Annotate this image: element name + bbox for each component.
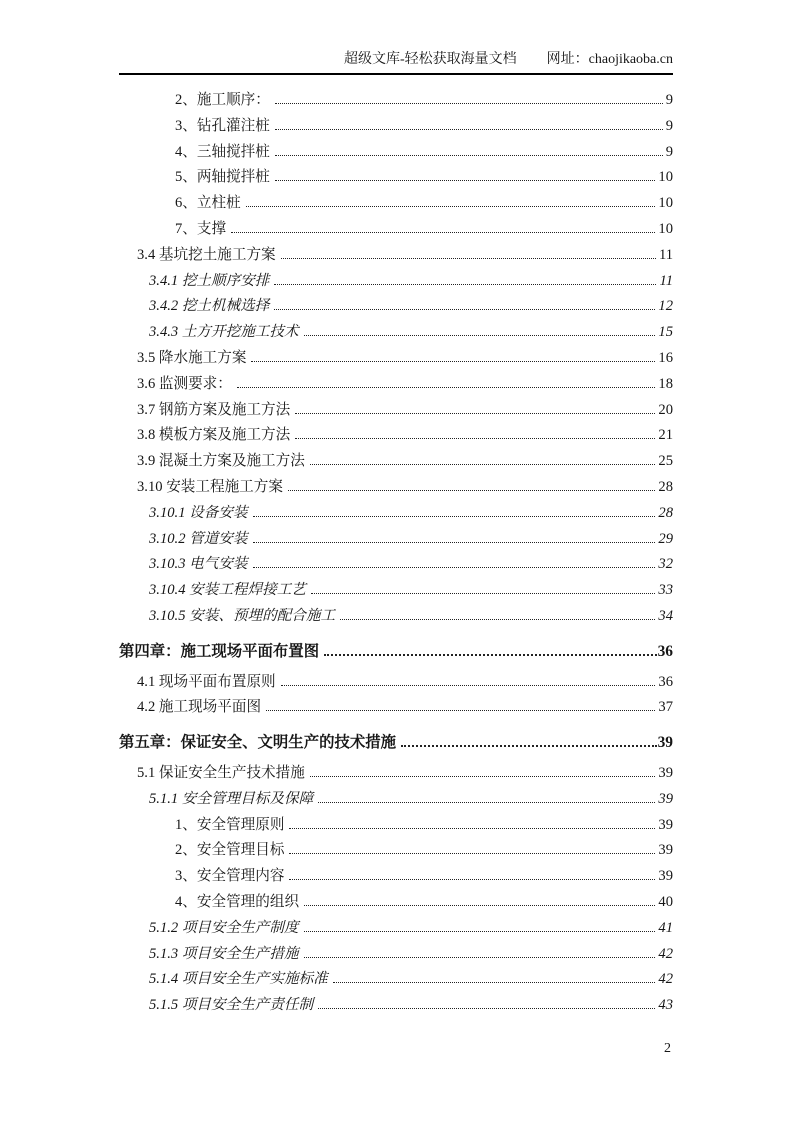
dotted-leader <box>289 879 655 880</box>
toc-entry-label: 3、钻孔灌注桩 <box>175 117 270 134</box>
toc-entry-page: 12 <box>658 298 673 315</box>
page-number: 2 <box>664 1040 671 1056</box>
toc-entry-label: 3.4.3 土方开挖施工技术 <box>149 324 299 341</box>
dotted-leader <box>253 516 656 517</box>
toc-entry-page: 11 <box>658 246 673 263</box>
toc-entry-page: 28 <box>658 478 673 495</box>
header-url: 网址：chaojikaoba.cn <box>546 52 673 67</box>
toc-entry-page: 25 <box>658 453 673 470</box>
toc-entry-label: 5.1 保证安全生产技术措施 <box>137 764 305 781</box>
toc-row <box>119 191 673 217</box>
dotted-leader <box>324 654 657 656</box>
toc-entry-page: 10 <box>658 195 673 212</box>
toc-entry-page: 36 <box>658 673 673 690</box>
toc-entry-label: 4、安全管理的组织 <box>175 893 300 910</box>
dotted-leader <box>295 413 655 414</box>
toc-row <box>119 838 673 864</box>
toc-entry-label: 4.2 施工现场平面图 <box>137 699 262 716</box>
toc-row <box>119 165 673 191</box>
toc-entry-label: 2、施工顺序： <box>175 92 270 108</box>
toc-row <box>119 475 673 501</box>
toc-entry-page: 28 <box>658 504 673 521</box>
toc-row <box>119 942 673 968</box>
dotted-leader <box>275 129 663 130</box>
toc-entry-label: 5.1.5 项目安全生产责任制 <box>149 997 314 1014</box>
toc-entry-page: 37 <box>658 699 673 716</box>
toc-entry-label: 1、安全管理原则 <box>175 816 285 833</box>
toc-row <box>119 527 673 553</box>
dotted-leader <box>310 464 656 465</box>
dotted-leader <box>251 361 655 362</box>
toc-list <box>119 88 673 1019</box>
toc-row <box>119 114 673 140</box>
toc-entry-page: 9 <box>665 143 673 160</box>
toc-entry-page: 39 <box>658 764 673 781</box>
toc-row <box>119 730 673 756</box>
toc-entry-label: 3.10.4 安装工程焊接工艺 <box>149 582 306 599</box>
dotted-leader <box>237 387 656 388</box>
dotted-leader <box>275 103 663 104</box>
toc-row <box>119 346 673 372</box>
toc-entry-label: 3.10.3 电气安装 <box>149 556 248 573</box>
toc-entry-page: 9 <box>665 92 673 108</box>
toc-entry-label: 5.1.1 安全管理目标及保障 <box>149 790 314 807</box>
dotted-leader <box>275 155 663 156</box>
dotted-leader <box>266 710 655 711</box>
toc-entry-label: 3.8 模板方案及施工方法 <box>137 427 291 444</box>
dotted-leader <box>304 931 656 932</box>
dotted-leader <box>295 438 655 439</box>
toc-entry-label: 3.10.2 管道安装 <box>149 530 248 547</box>
toc-entry-label: 3.10 安装工程施工方案 <box>137 478 283 495</box>
toc-entry-page: 10 <box>658 169 673 186</box>
dotted-leader <box>253 567 656 568</box>
dotted-leader <box>281 258 656 259</box>
toc-row <box>119 761 673 787</box>
toc-entry-label: 3.4.2 挖土机械选择 <box>149 298 270 315</box>
toc-entry-label: 3.7 钢筋方案及施工方法 <box>137 401 291 418</box>
toc-row <box>119 670 673 696</box>
toc-entry-label: 2、安全管理目标 <box>175 842 285 859</box>
toc-entry-label: 第四章：施工现场平面布置图 <box>119 642 320 660</box>
dotted-leader <box>401 745 657 747</box>
toc-row <box>119 639 673 665</box>
dotted-leader <box>333 982 656 983</box>
toc-entry-page: 39 <box>658 868 673 885</box>
toc-entry-page: 40 <box>658 893 673 910</box>
toc-entry-label: 第五章：保证安全、文明生产的技术措施 <box>119 734 397 752</box>
toc-entry-page: 39 <box>658 790 673 807</box>
dotted-leader <box>274 309 655 310</box>
toc-entry-label: 3.4.1 挖土顺序安排 <box>149 272 270 289</box>
toc-row <box>119 372 673 398</box>
dotted-leader <box>304 957 656 958</box>
dotted-leader <box>340 619 655 620</box>
toc-entry-label: 5.1.3 项目安全生产措施 <box>149 945 299 962</box>
page-header <box>119 52 673 73</box>
toc-row <box>119 967 673 993</box>
toc-entry-page: 9 <box>665 117 673 134</box>
dotted-leader <box>304 905 655 906</box>
dotted-leader <box>304 335 656 336</box>
toc-entry-page: 32 <box>658 556 673 573</box>
toc-entry-label: 3.10.5 安装、预埋的配合施工 <box>149 607 336 624</box>
toc-entry-label: 4.1 现场平面布置原则 <box>137 673 276 690</box>
dotted-leader <box>318 1008 655 1009</box>
toc-entry-page: 21 <box>658 427 673 444</box>
toc-row <box>119 864 673 890</box>
toc-row <box>119 578 673 604</box>
toc-row <box>119 813 673 839</box>
toc-row <box>119 695 673 721</box>
dotted-leader <box>289 828 655 829</box>
toc-entry-label: 7、支撑 <box>175 220 227 237</box>
toc-entry-page: 34 <box>658 607 673 624</box>
toc-entry-page: 42 <box>658 945 673 962</box>
toc-entry-page: 29 <box>658 530 673 547</box>
toc-entry-label: 3.10.1 设备安装 <box>149 504 248 521</box>
dotted-leader <box>253 542 656 543</box>
toc-row <box>119 993 673 1019</box>
toc-row <box>119 604 673 630</box>
toc-row <box>119 294 673 320</box>
dotted-leader <box>281 685 656 686</box>
toc-row <box>119 916 673 942</box>
toc-entry-page: 33 <box>658 582 673 599</box>
dotted-leader <box>231 232 655 233</box>
toc-entry-label: 3.4 基坑挖土施工方案 <box>137 246 276 263</box>
toc-entry-label: 3.5 降水施工方案 <box>137 349 247 366</box>
toc-entry-label: 4、三轴搅拌桩 <box>175 143 270 160</box>
toc-entry-page: 39 <box>658 816 673 833</box>
toc-entry-page: 41 <box>658 919 673 936</box>
toc-row <box>119 269 673 295</box>
toc-row <box>119 243 673 269</box>
toc-row <box>119 449 673 475</box>
toc-entry-page: 10 <box>658 220 673 237</box>
header-site-title: 超级文库-轻松获取海量文档 <box>343 52 517 67</box>
toc-row <box>119 890 673 916</box>
dotted-leader <box>246 206 656 207</box>
toc-entry-label: 3.6 监测要求： <box>137 375 232 392</box>
toc-row <box>119 787 673 813</box>
dotted-leader <box>275 180 656 181</box>
toc-entry-label: 5.1.2 项目安全生产制度 <box>149 919 299 936</box>
dotted-leader <box>311 593 656 594</box>
toc-row <box>119 552 673 578</box>
toc-entry-page: 11 <box>659 272 673 289</box>
toc-entry-label: 5、两轴搅拌桩 <box>175 169 270 186</box>
toc-row <box>119 423 673 449</box>
page-footer <box>119 1041 673 1057</box>
toc-entry-page: 39 <box>657 734 673 752</box>
toc-entry-page: 15 <box>658 324 673 341</box>
toc-entry-label: 3.9 混凝土方案及施工方法 <box>137 453 305 470</box>
toc-row <box>119 501 673 527</box>
toc-entry-page: 18 <box>658 375 673 392</box>
toc-row <box>119 88 673 114</box>
toc-entry-page: 36 <box>657 642 673 660</box>
toc-entry-page: 42 <box>658 971 673 988</box>
dotted-leader <box>289 853 655 854</box>
dotted-leader <box>310 776 656 777</box>
toc-row <box>119 398 673 424</box>
toc-entry-page: 16 <box>658 349 673 366</box>
toc-entry-label: 3、安全管理内容 <box>175 868 285 885</box>
dotted-leader <box>318 802 655 803</box>
dotted-leader <box>288 490 655 491</box>
toc-entry-label: 6、立柱桩 <box>175 195 241 212</box>
toc-row <box>119 140 673 166</box>
dotted-leader <box>274 284 656 285</box>
header-divider <box>119 73 673 75</box>
toc-entry-page: 43 <box>658 997 673 1014</box>
toc-row <box>119 217 673 243</box>
toc-entry-label: 5.1.4 项目安全生产实施标准 <box>149 971 328 988</box>
toc-row <box>119 320 673 346</box>
toc-entry-page: 20 <box>658 401 673 418</box>
toc-entry-page: 39 <box>658 842 673 859</box>
